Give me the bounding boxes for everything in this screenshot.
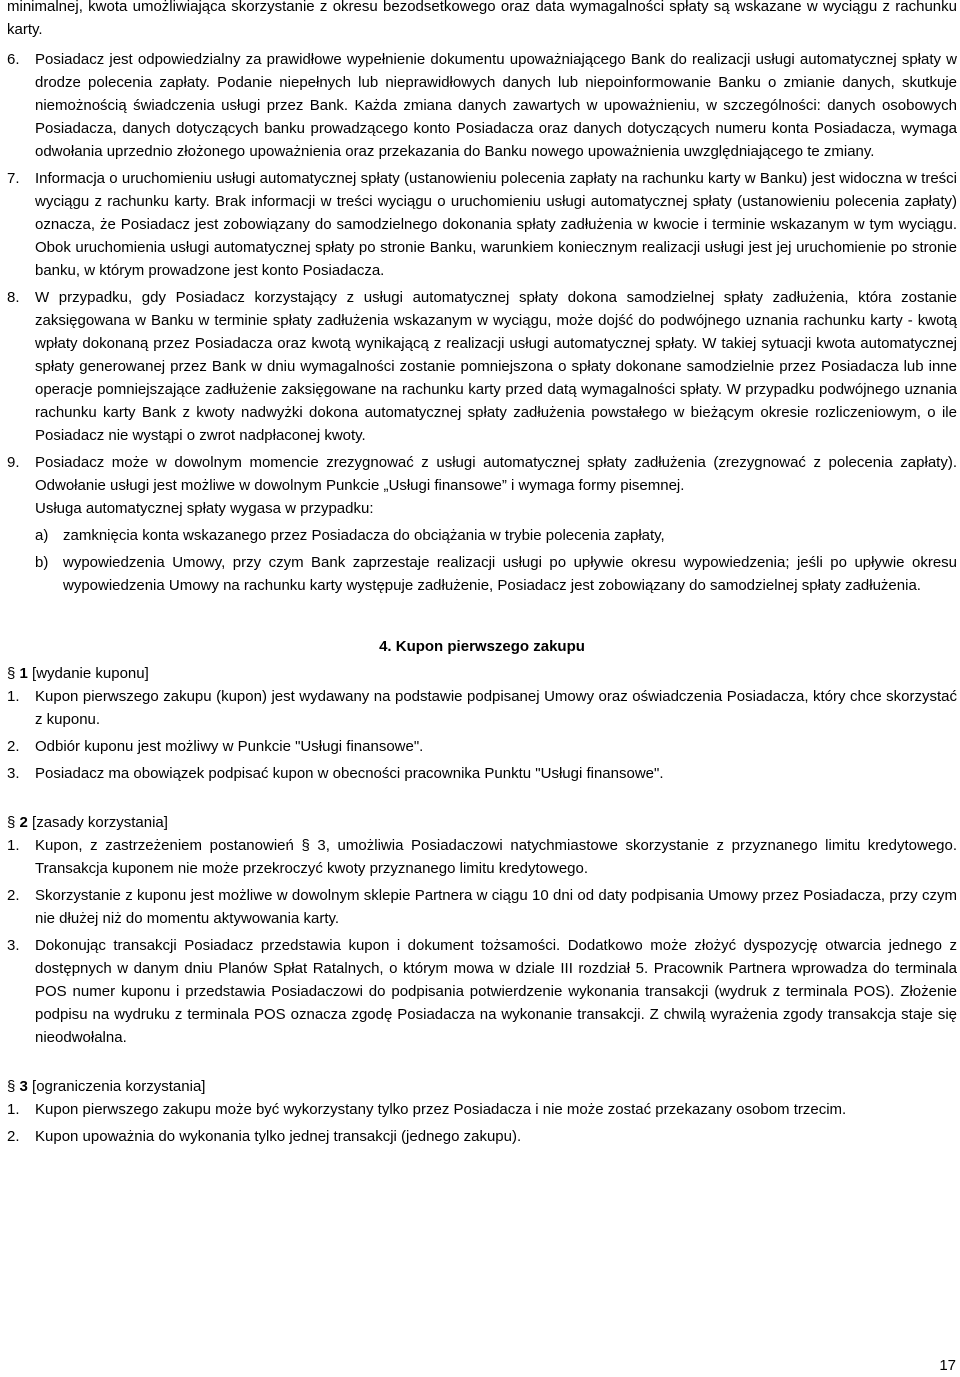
section-title: [zasady korzystania]	[32, 814, 168, 831]
section-number: 2	[19, 814, 28, 831]
item-text: Odbiór kuponu jest możliwy w Punkcie "Usługi finansowe".	[35, 738, 424, 755]
list-item	[7, 884, 957, 930]
item-text: Skorzystanie z kuponu jest możliwe w dowolnym sklepie Partnera w ciągu 10 dni od daty podpisania Umowy przez Posiadacza, przy czym nie dłużej niż do momentu aktywowania karty.	[35, 887, 957, 927]
list-item	[7, 735, 957, 758]
item-text: Kupon upoważnia do wykonania tylko jednej transakcji (jednego zakupu).	[35, 1128, 522, 1145]
chapter-heading: 4. Kupon pierwszego zakupu	[379, 638, 585, 655]
section-heading	[7, 811, 957, 834]
intro-paragraph: minimalnej, kwota umożliwiająca skorzystanie z okresu bezodsetkowego oraz data wymagalności spłaty są wskazane w wyciągu z rachunku karty.	[7, 0, 957, 38]
section-sign: §	[7, 1078, 16, 1095]
list-item	[7, 685, 957, 731]
section-sign: §	[7, 814, 16, 831]
sub-item-label: b)	[35, 554, 49, 571]
section-heading	[7, 662, 957, 685]
list-item	[7, 762, 957, 785]
item-text: Dokonując transakcji Posiadacz przedstawia kupon i dokument tożsamości. Dodatkowo może złożyć dyspozycję otwarcia jednego z dostępnych w danym dniu Planów Spłat Ratalnych, o którym mowa w dziale III rozdział 5. Pracownik Partnera wprowadza do terminala POS numer kuponu i przedstawia Posiadaczowi do podpisania potwierdzenie wykonania transakcji (wydruk z terminala POS). Złożenie podpisu na wydruku z terminala POS oznacza zgodę Posiadacza na wykonanie transakcji. Z chwilą wyrażenia zgody transakcja staje się nieodwołalna.	[35, 937, 957, 1046]
list-items-6-9	[7, 48, 957, 597]
item-text: Informacja o uruchomieniu usługi automatycznej spłaty (ustanowieniu polecenia zapłaty na rachunku karty w Banku) jest widoczna w treści wyciągu z rachunku karty. Brak informacji w treści wyciągu o uruchomieniu usługi automatycznej spłaty (ustanowieniu polecenia zapłaty) oznacza, że Posiadacz jest zobowiązany do samodzielnego dokonania spłaty zadłużenia w kwocie i terminie wskazanym w tym wyciągu. Obok uruchomienia usługi automatycznej spłaty po stronie Banku, warunkiem koniecznym realizacji usługi jest jej uruchomienie po stronie banku, w którym prowadzone jest konto Posiadacza.	[35, 170, 957, 279]
sub-item-label: a)	[35, 527, 49, 544]
item-number: 9.	[7, 454, 20, 471]
section-1	[7, 662, 957, 785]
item-number: 1.	[7, 837, 20, 854]
item-number: 2.	[7, 738, 20, 755]
item-number: 2.	[7, 1128, 20, 1145]
item-text: Posiadacz jest odpowiedzialny za prawidłowe wypełnienie dokumentu upoważniającego Bank do realizacji usługi automatycznej spłaty w drodze polecenia zapłaty. Podanie niepełnych lub nieprawidłowych danych lub niepoinformowanie Banku o zmianie danych, skutkuje niemożnością świadczenia usługi przez Bank. Każda zmiana danych zawartych w upoważnieniu, w szczególności: danych osobowych Posiadacza, danych dotyczących banku prowadzącego konto Posiadacza oraz danych dotyczących numeru konta Posiadacza, wymaga odwołania uprzednio złożonego upoważnienia oraz przekazania do Banku nowego upoważnienia uwzględniającego te zmiany.	[35, 51, 957, 160]
sub-item	[7, 551, 957, 597]
section-2	[7, 811, 957, 1049]
item-number: 2.	[7, 887, 20, 904]
item-number: 1.	[7, 688, 20, 705]
list-item	[7, 451, 957, 497]
item-text: Posiadacz ma obowiązek podpisać kupon w obecności pracownika Punktu "Usługi finansowe".	[35, 765, 664, 782]
item-text: Posiadacz może w dowolnym momencie zrezygnować z usługi automatycznej spłaty zadłużenia (zrezygnować z polecenia zapłaty). Odwołanie usługi jest możliwe w dowolnym Punkcie „Usługi finansowe” i wymaga formy pisemnej.	[35, 454, 957, 494]
section-number: 1	[19, 665, 28, 682]
page-number: 17	[939, 1357, 956, 1374]
item-number: 1.	[7, 1101, 20, 1118]
section-title: [ograniczenia korzystania]	[32, 1078, 206, 1095]
section-title: [wydanie kuponu]	[32, 665, 149, 682]
item-number: 6.	[7, 51, 20, 68]
section-heading	[7, 1075, 957, 1098]
sub-item	[7, 524, 957, 547]
list-item	[7, 48, 957, 163]
list-item	[7, 1098, 957, 1121]
section-number: 3	[19, 1078, 28, 1095]
item-number: 3.	[7, 937, 20, 954]
item-text: Kupon pierwszego zakupu (kupon) jest wydawany na podstawie podpisanej Umowy oraz oświadczenia Posiadacza, który chce skorzystać z kuponu.	[35, 688, 957, 728]
section-sign: §	[7, 665, 16, 682]
item-text: Kupon pierwszego zakupu może być wykorzystany tylko przez Posiadacza i nie może zostać przekazany osobom trzecim.	[35, 1101, 847, 1118]
section-3	[7, 1075, 957, 1148]
list-item	[7, 167, 957, 282]
item-text: Kupon, z zastrzeżeniem postanowień § 3, umożliwia Posiadaczowi natychmiastowe skorzystanie z przyznanego limitu kredytowego. Transakcja kuponem nie może przekroczyć kwoty przyznanego limitu kredytowego.	[35, 837, 957, 877]
list-item	[7, 1125, 957, 1148]
sub-item-text: zamknięcia konta wskazanego przez Posiadacza do obciążania w trybie polecenia zapłaty,	[63, 527, 665, 544]
sub-item-text: wypowiedzenia Umowy, przy czym Bank zaprzestaje realizacji usługi po upływie okresu wypowiedzenia; jeśli po upływie okresu wypowiedzenia Umowy na rachunku karty występuje zadłużenie, Posiadacz jest zobowiązany do samodzielnej spłaty zadłużenia.	[63, 554, 957, 594]
item-number: 3.	[7, 765, 20, 782]
item-9-continuation: Usługa automatycznej spłaty wygasa w przypadku:	[35, 500, 374, 517]
item-text: W przypadku, gdy Posiadacz korzystający z usługi automatycznej spłaty dokona samodzielnej spłaty zadłużenia, która zostanie zaksięgowana w Banku w terminie spłaty zadłużenia wskazanym w wyciągu, może dojść do podwójnego uznania rachunku karty - kwotą wpłaty dokonaną przez Posiadacza oraz kwotą wynikającą z realizacji usługi automatycznej spłaty. W takiej sytuacji kwota automatycznej spłaty generowanej przez Bank w dniu wymagalności zostanie pomniejszona o spłaty dokonane samodzielnie przez Posiadacza lub inne operacje pomniejszające zadłużenie zaksięgowane na rachunku karty przed datą wymagalności spłaty. W przypadku podwójnego uznania rachunku karty Bank z kwoty nadwyżki dokona automatycznej spłaty zadłużenia powstałego w bieżącym okresie rozliczeniowym, o ile Posiadacz nie wystąpi o zwrot nadpłaconej kwoty.	[35, 289, 957, 444]
list-item	[7, 286, 957, 447]
list-item	[7, 834, 957, 880]
item-number: 7.	[7, 170, 20, 187]
document-body	[7, 0, 957, 1148]
item-number: 8.	[7, 289, 20, 306]
list-item	[7, 934, 957, 1049]
